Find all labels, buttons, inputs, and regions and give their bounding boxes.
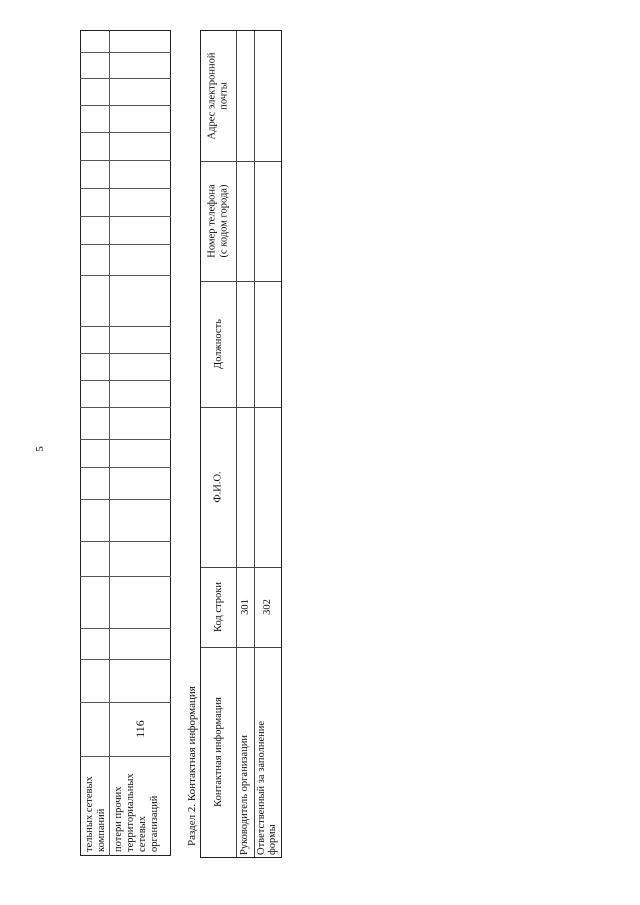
page-number: 5: [34, 446, 46, 452]
cell-divider: [80, 756, 171, 757]
row-code-cell: [109, 702, 171, 756]
cell-divider: [80, 659, 171, 660]
cell-divider: [80, 499, 171, 500]
cell-divider: [80, 188, 171, 189]
row-label-116: потери прочих территориальных сетевых организаций: [113, 773, 160, 852]
row-label-previous: тельных сетевых компаний: [84, 776, 107, 852]
row-code-302: 302: [262, 599, 273, 615]
header-row-code: Код строки: [212, 582, 224, 632]
header-position: Должность: [212, 319, 224, 369]
row-code-301-cell: [237, 567, 254, 647]
row-code-116: 116: [133, 720, 147, 738]
cell-divider: [80, 216, 171, 217]
cell-divider: [80, 244, 171, 245]
contact-info-table: [200, 30, 282, 858]
header-phone: Номер телефона (с кодом города): [206, 184, 230, 258]
cell-divider: [80, 439, 171, 440]
cell-divider: [80, 105, 171, 106]
cell-divider: [80, 628, 171, 629]
cell-divider: [80, 467, 171, 468]
header-email: Адрес электронной почты: [206, 52, 230, 140]
row-code-301: 301: [239, 599, 251, 615]
header-fio: Ф.И.О.: [212, 471, 224, 503]
cell-divider: [80, 275, 171, 276]
cell-divider: [80, 160, 171, 161]
continued-data-table: [80, 30, 171, 856]
cell-divider: [80, 380, 171, 381]
section-2-title: Раздел 2. Контактная информация: [186, 686, 198, 846]
cell-divider: [80, 52, 171, 53]
header-contact-info: Контактная информация: [212, 697, 224, 807]
cell-divider: [80, 353, 171, 354]
row-code-302-cell: [255, 567, 281, 647]
row-label-responsible: Ответственный за заполнение формы: [256, 720, 278, 855]
cell-divider: [80, 407, 171, 408]
cell-divider: [80, 576, 171, 577]
cell-divider: [80, 132, 171, 133]
cell-divider: [80, 78, 171, 79]
cell-divider: [80, 326, 171, 327]
row-label-director: Руководитель организации: [239, 735, 250, 855]
cell-divider: [80, 541, 171, 542]
